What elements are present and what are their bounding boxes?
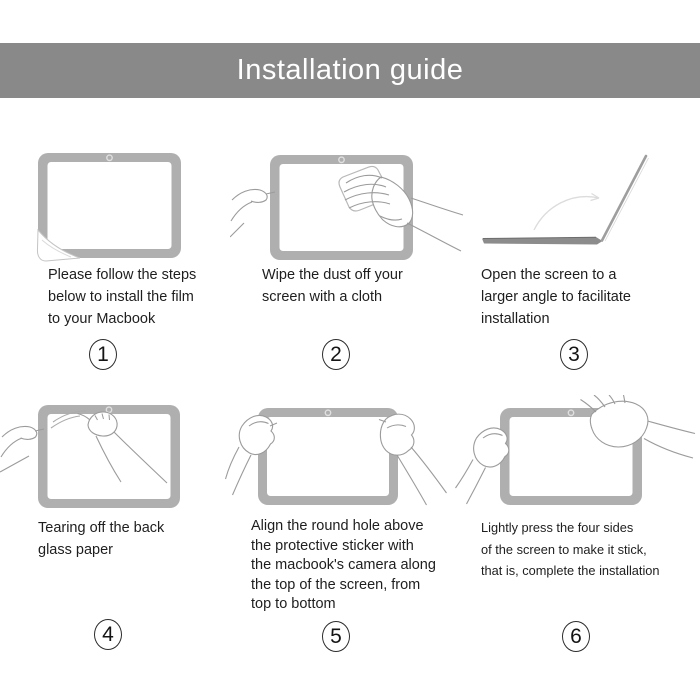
step-4-number-badge: 4	[94, 619, 122, 650]
open-arc-arrow	[534, 197, 599, 230]
step-6-caption	[481, 517, 660, 582]
align-film-illustration	[225, 395, 465, 517]
page-title: Installation guide	[236, 54, 464, 86]
caption-line: top to bottom	[251, 596, 336, 612]
laptop-screen	[602, 156, 646, 241]
tear-backing-illustration	[0, 398, 245, 513]
arm-lines	[407, 198, 463, 251]
film-peeled-corner-illustration	[35, 151, 185, 263]
step-3-number-badge: 3	[560, 339, 588, 370]
caption-line: screen with a cloth	[262, 289, 383, 305]
caption-line: of the screen to make it stick,	[481, 541, 647, 557]
caption-line: glass paper	[38, 542, 113, 558]
caption-line: Align the round hole above	[251, 518, 424, 534]
caption-line: Open the screen to a	[481, 267, 617, 283]
step-1-caption	[48, 264, 196, 330]
camera-hole-icon	[568, 410, 573, 415]
caption-line: installation	[481, 311, 550, 327]
wipe-screen-illustration	[230, 150, 465, 268]
caption-line: Please follow the steps	[48, 267, 197, 283]
caption-line: to your Macbook	[48, 311, 156, 327]
press-edges-illustration	[455, 395, 700, 513]
caption-line: Lightly press the four sides	[481, 520, 634, 535]
holding-hand	[0, 426, 44, 472]
caption-line: Wipe the dust off your	[262, 267, 403, 283]
camera-hole-icon	[325, 410, 330, 415]
camera-hole-icon	[106, 407, 111, 412]
holding-hand	[230, 189, 275, 237]
camera-hole-icon	[339, 157, 344, 162]
step-2-number-badge: 2	[322, 339, 350, 370]
step-1-number-badge: 1	[89, 339, 117, 370]
caption-line: the top of the screen, from	[251, 576, 421, 593]
step-3-caption	[481, 264, 631, 330]
caption-line: Tearing off the back	[38, 520, 165, 536]
caption-line: larger angle to facilitate	[481, 289, 631, 305]
caption-line: that is, complete the installation	[481, 563, 660, 578]
step-4-caption	[38, 517, 164, 561]
camera-hole-icon	[107, 155, 112, 160]
title-banner	[0, 43, 700, 98]
step-2-caption	[262, 264, 403, 308]
step-5-caption	[251, 517, 436, 615]
caption-line: below to install the film	[48, 289, 194, 305]
right-gripping-hand	[380, 414, 414, 455]
step-6-number-badge: 6	[562, 621, 590, 652]
right-arm-lines	[397, 447, 447, 505]
open-laptop-illustration	[478, 148, 653, 248]
right-arm-lines	[644, 421, 695, 458]
caption-line: the macbook's camera along	[251, 557, 436, 573]
left-arm-lines	[456, 460, 486, 505]
step-5-number-badge: 5	[322, 621, 350, 652]
caption-line: the protective sticker with	[251, 537, 414, 554]
left-arm-lines	[226, 447, 252, 495]
